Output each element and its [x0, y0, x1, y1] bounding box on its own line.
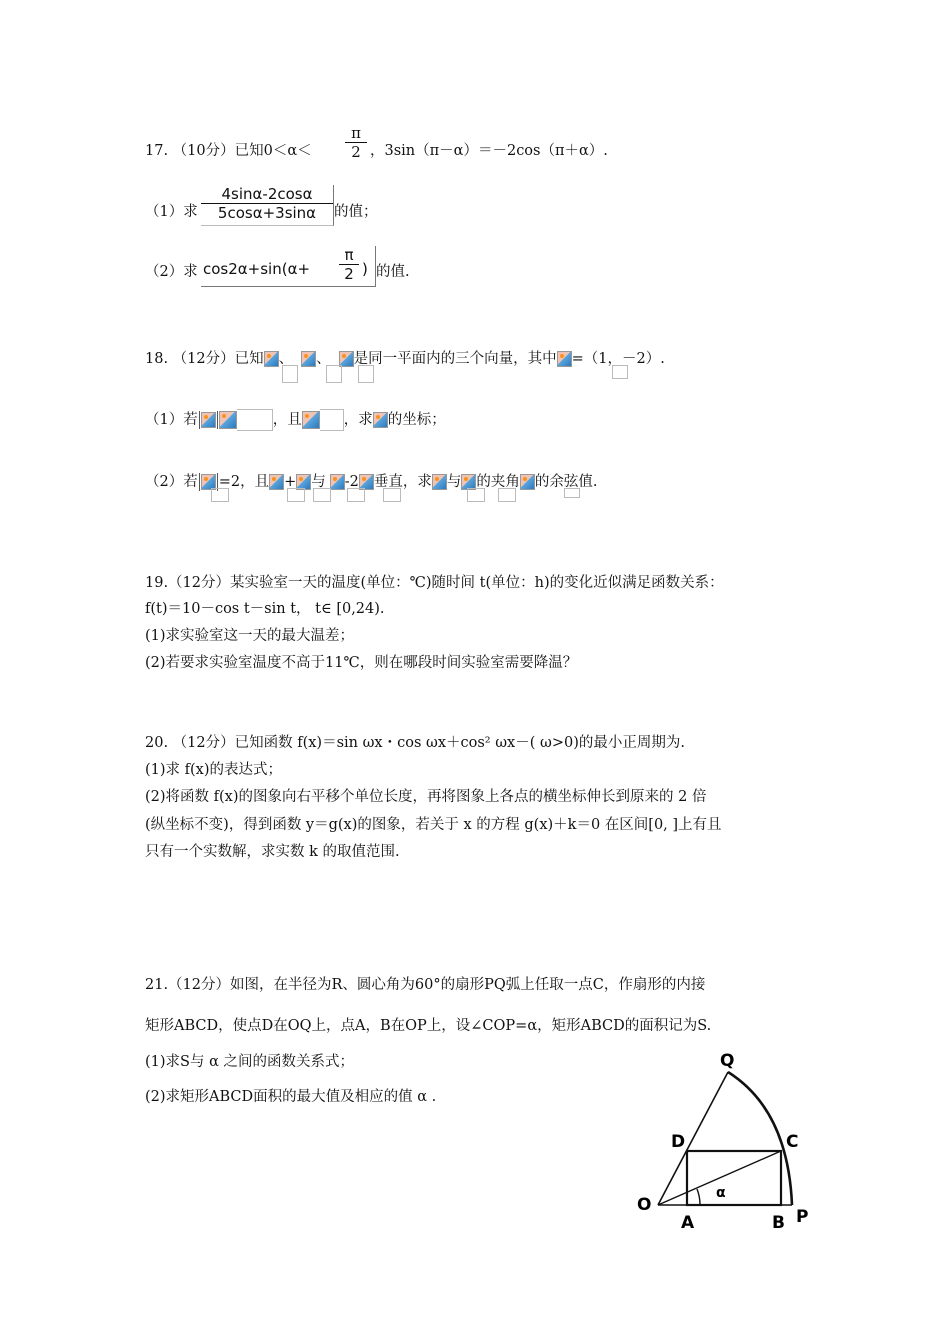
- q19-line4: (2)若要求实验室温度不高于11℃，则在哪段时间实验室需要降温？: [145, 655, 578, 671]
- vector-a-image-icon: [264, 351, 279, 367]
- label-A: A: [681, 1213, 695, 1233]
- label-C: C: [786, 1132, 799, 1152]
- label-D: D: [671, 1132, 686, 1152]
- q17-stem: [145, 141, 312, 161]
- q17-pi-num: π: [345, 124, 367, 143]
- arc-PQ: [728, 1072, 792, 1205]
- q17-part1-pre: （1）求: [145, 204, 198, 220]
- q21-line3: (1)求S与 α 之间的函数关系式；: [145, 1054, 354, 1070]
- label-B: B: [772, 1213, 785, 1233]
- q21-line2: 矩形ABCD，使点D在OQ上，点A，B在OP上，设∠COP=α，矩形ABCD的面积记为S.: [145, 1018, 712, 1034]
- label-alpha: α: [716, 1185, 726, 1201]
- label-Q: Q: [720, 1051, 735, 1071]
- q18-p2-c: +: [284, 474, 297, 490]
- q18-p1-condition-box: [237, 409, 273, 431]
- q18-p1-condition-image-icon: [219, 411, 237, 429]
- q19-line1: 19.（12分）某实验室一天的温度(单位：℃)随时间 t(单位：h)的变化近似满足函数关系：: [145, 575, 724, 591]
- vector-a-image-icon-5: [432, 474, 447, 490]
- q18-p1-parallel-box: [320, 409, 344, 431]
- q21-line4: (2)求矩形ABCD面积的最大值及相应的值 α .: [145, 1089, 437, 1105]
- q18-p1-parallel-image-icon: [302, 411, 320, 429]
- q18-p2-b: =2，且: [218, 474, 270, 490]
- q17-part2-expr-a: cos2α+sin(α+: [203, 260, 311, 278]
- q21-line1: 21.（12分）如图，在半径为R、圆心角为60°的扇形PQ弧上任取一点C，作扇形的内接: [145, 977, 706, 993]
- q17-part2-pi: π: [339, 246, 359, 265]
- q18-stem-b: 是同一平面内的三个向量，其中: [353, 351, 557, 367]
- q18-stem-c: =（1，－2）.: [571, 351, 665, 367]
- q17-part2-expression-box: [201, 246, 376, 287]
- q18-sep1: 、: [278, 351, 294, 367]
- sector-rectangle-figure: [620, 1050, 820, 1240]
- q17-part2-den: 2: [344, 265, 354, 283]
- abs-bar-left: [199, 411, 200, 429]
- q18-part1: [145, 409, 446, 431]
- q20-line1: 20. （12分）已知函数 f(x)＝sin ωx・cos ωx＋cos² ωx－( ω>0)的最小正周期为.: [145, 735, 685, 751]
- q17-stem-b: ，3sin（π－α）＝－2cos（π＋α）.: [370, 143, 608, 159]
- label-O: O: [637, 1195, 652, 1215]
- q18-stem-a: 18. （12分）已知: [145, 351, 264, 367]
- q17-part1-numerator: 4sinα-2cosα: [201, 185, 333, 204]
- abs-bar-left-2: [199, 473, 200, 491]
- vector-a-image-icon-4: [330, 474, 345, 490]
- q18-sep2: 、: [316, 351, 331, 367]
- q17-pi-fraction: [345, 124, 367, 161]
- q18-p2-a: （2）若: [145, 474, 198, 490]
- q17-part2-expr-b: ): [362, 260, 368, 278]
- q18-p1-d: 的坐标；: [387, 412, 446, 428]
- theta-image-icon: [520, 474, 535, 490]
- vector-b-image-icon: [301, 351, 316, 367]
- vector-a-image-icon-3: [269, 474, 284, 490]
- q19-line3: (1)求实验室这一天的最大温差；: [145, 628, 355, 644]
- abs-bar-right: [217, 411, 218, 429]
- angle-alpha-arc: [697, 1189, 700, 1205]
- q18-p1-b: ，且: [272, 412, 302, 428]
- q20-line3: (2)将函数 f(x)的图象向右平移个单位长度，再将图象上各点的横坐标伸长到原来的 2 倍: [145, 789, 707, 805]
- label-P: P: [796, 1207, 809, 1227]
- q18-p2-g: 与: [446, 474, 462, 490]
- q17-part1-denominator: 5cosα+3sinα: [217, 204, 317, 222]
- q20-line4: (纵坐标不变)，得到函数 y＝g(x)的图象，若关于 x 的方程 g(x)＋k＝0 在区间[0, ]上有且: [145, 817, 722, 833]
- q17-part2-pre: （2）求: [145, 264, 198, 280]
- rectangle-ABCD: [687, 1151, 781, 1205]
- q18-p2-d: 与: [311, 474, 326, 490]
- q18-p1-a: （1）若: [145, 412, 198, 428]
- q18-stem: [145, 349, 665, 369]
- vector-c-image-icon-4: [373, 412, 388, 428]
- q18-p1-c: ，求: [343, 412, 373, 428]
- q17-pi-den: 2: [351, 143, 361, 161]
- q20-line5: 只有一个实数解，求实数 k 的取值范围.: [145, 844, 400, 860]
- q19-line2: f(t)＝10－cos t－sin t， t∈ [0,24).: [145, 601, 385, 617]
- q18-p2-f: 垂直，求: [373, 474, 432, 490]
- q17-part1-post: 的值；: [334, 204, 378, 220]
- vector-a-image-icon-2: [557, 351, 572, 367]
- vector-c-image-icon-3: [201, 412, 216, 428]
- q18-p2-e: -2: [344, 474, 359, 490]
- q18-p2-h: 的夹角: [476, 474, 520, 490]
- q17-stem-a: 17. （10分）已知0＜α＜: [145, 143, 312, 159]
- q17-part2-post: 的值.: [376, 264, 410, 280]
- q18-p2-i: 的余弦值.: [534, 474, 598, 490]
- q17-part1-fraction-box: [201, 185, 334, 226]
- q20-line2: (1)求 f(x)的表达式；: [145, 762, 283, 778]
